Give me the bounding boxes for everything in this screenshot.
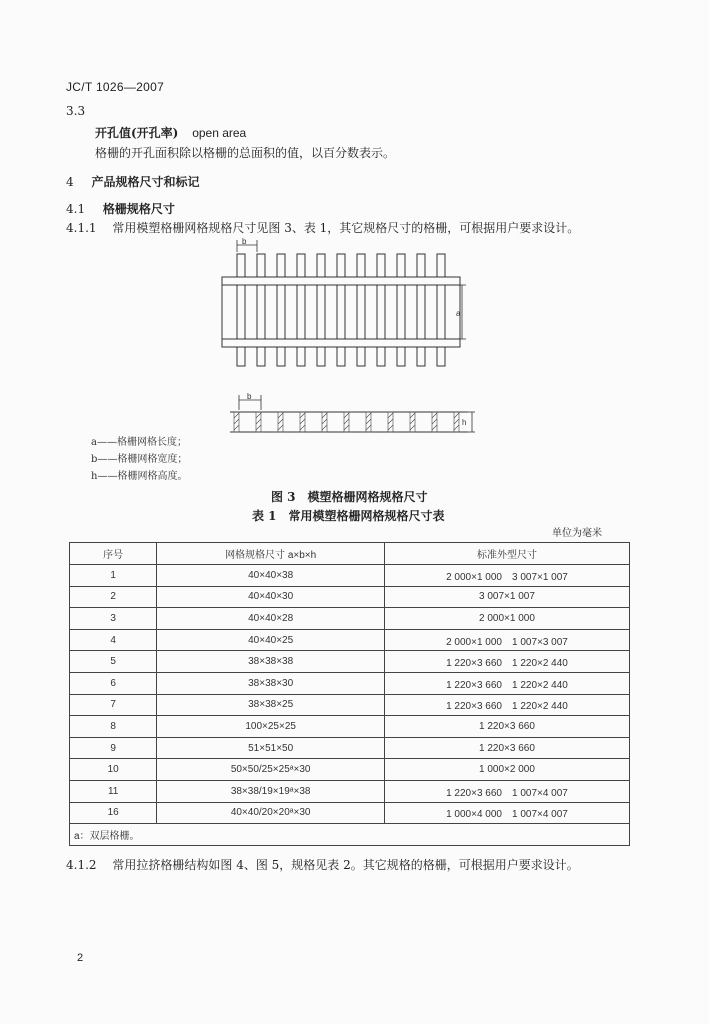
cell-index: 2 [70,586,157,608]
section-3-3-number: 3.3 [66,104,86,118]
section-4-1-2-paragraph [66,856,579,873]
figure-caption: 图 3 模塑格栅网格规格尺寸 [271,490,428,504]
table-row [70,716,630,738]
cell-mesh-size: 40×40×25 [157,629,385,651]
cell-index: 4 [70,629,157,651]
cell-mesh-size: 40×40×30 [157,586,385,608]
cell-index: 6 [70,672,157,694]
cell-index: 1 [70,565,157,587]
cell-index: 9 [70,737,157,759]
table-row [70,629,630,651]
table-title: 表 1 常用模塑格栅网格规格尺寸表 [252,509,445,523]
legend-b: b——格栅网格宽度； [91,454,188,465]
legend-h: h——格栅网格高度。 [91,471,188,482]
section-4-1-1-text: 常用模塑格栅网格规格尺寸见图 3、表 1，其它规格尺寸的格栅，可根据用户要求设计。 [112,221,580,235]
label-b-section: b [247,392,252,401]
grating-bottom-teeth [237,347,445,366]
section-hatched-bars [234,412,459,432]
header-mesh-size: 网格规格尺寸 a×b×h [157,543,385,565]
cell-index: 11 [70,780,157,802]
table-row [70,802,630,824]
cell-panel-size: 1 000×4 000 1 007×4 007 [384,802,629,824]
cell-mesh-size: 40×40/20×20ᵃ×30 [157,802,385,824]
page-number: 2 [77,952,84,964]
term-chinese: 开孔值(开孔率) [95,126,179,140]
legend-a: a——格栅网格长度； [91,437,187,448]
grating-top-teeth [237,254,445,277]
table-row [70,759,630,781]
cell-mesh-size: 40×40×28 [157,608,385,630]
section-4-heading [66,173,199,190]
cell-mesh-size: 38×38/19×19ᵃ×38 [157,780,385,802]
section-4-title: 产品规格尺寸和标记 [91,175,200,189]
table-row [70,651,630,673]
grating-plan-view-figure [200,236,500,376]
grating-frame [222,277,460,347]
cell-panel-size: 1 220×3 660 [384,737,629,759]
label-a: a [456,309,461,318]
cell-mesh-size: 38×38×38 [157,651,385,673]
cell-mesh-size: 50×50/25×25ᵃ×30 [157,759,385,781]
cell-panel-size: 2 000×1 000 1 007×3 007 [384,629,629,651]
section-4-1-title: 格栅规格尺寸 [102,202,175,216]
table-row [70,737,630,759]
label-b-top: b [242,237,247,246]
section-4-number: 4 [66,175,74,189]
table-footnote-row [70,824,630,846]
term-definition-heading [95,124,246,141]
section-4-1-2-text: 常用拉挤格栅结构如图 4、图 5，规格见表 2。其它规格的格栅，可根据用户要求设计。 [112,858,579,872]
cell-panel-size: 3 007×1 007 [384,586,629,608]
section-4-1-heading [66,200,175,217]
label-h: h [462,418,467,427]
header-panel-size: 标准外型尺寸 [384,543,629,565]
spec-table [69,542,630,846]
section-4-1-number: 4.1 [66,202,86,216]
cell-panel-size: 1 000×2 000 [384,759,629,781]
standard-header: JC/T 1026—2007 [66,80,165,94]
cell-panel-size: 1 220×3 660 1 220×2 440 [384,651,629,673]
cell-panel-size: 2 000×1 000 [384,608,629,630]
table-unit: 单位为毫米 [552,528,602,539]
cell-panel-size: 1 220×3 660 [384,716,629,738]
table-header-row [70,543,630,565]
table-row [70,608,630,630]
cell-index: 3 [70,608,157,630]
header-index: 序号 [70,543,157,565]
cell-panel-size: 1 220×3 660 1 220×2 440 [384,694,629,716]
section-4-1-1-paragraph [66,219,579,236]
cell-index: 8 [70,716,157,738]
cell-panel-size: 2 000×1 000 3 007×1 007 [384,565,629,587]
dimension-b-top [237,240,257,252]
cell-mesh-size: 100×25×25 [157,716,385,738]
grating-vertical-bars [237,285,445,339]
cell-index: 16 [70,802,157,824]
cell-index: 5 [70,651,157,673]
term-definition-text: 格栅的开孔面积除以格栅的总面积的值，以百分数表示。 [95,146,396,160]
table-row [70,672,630,694]
section-4-1-2-number: 4.1.2 [66,858,97,872]
table-row [70,694,630,716]
cell-panel-size: 1 220×3 660 1 007×4 007 [384,780,629,802]
cell-mesh-size: 38×38×25 [157,694,385,716]
cell-mesh-size: 51×51×50 [157,737,385,759]
cell-index: 10 [70,759,157,781]
section-4-1-1-number: 4.1.1 [66,221,97,235]
cell-index: 7 [70,694,157,716]
dimension-h [468,412,475,432]
table-footnote: a：双层格栅。 [70,824,630,846]
cell-mesh-size: 38×38×30 [157,672,385,694]
table-row [70,586,630,608]
grating-section-view-figure [228,392,478,438]
table-row [70,565,630,587]
table-row [70,780,630,802]
term-english: open area [192,126,247,140]
cell-mesh-size: 40×40×38 [157,565,385,587]
cell-panel-size: 1 220×3 660 1 220×2 440 [384,672,629,694]
